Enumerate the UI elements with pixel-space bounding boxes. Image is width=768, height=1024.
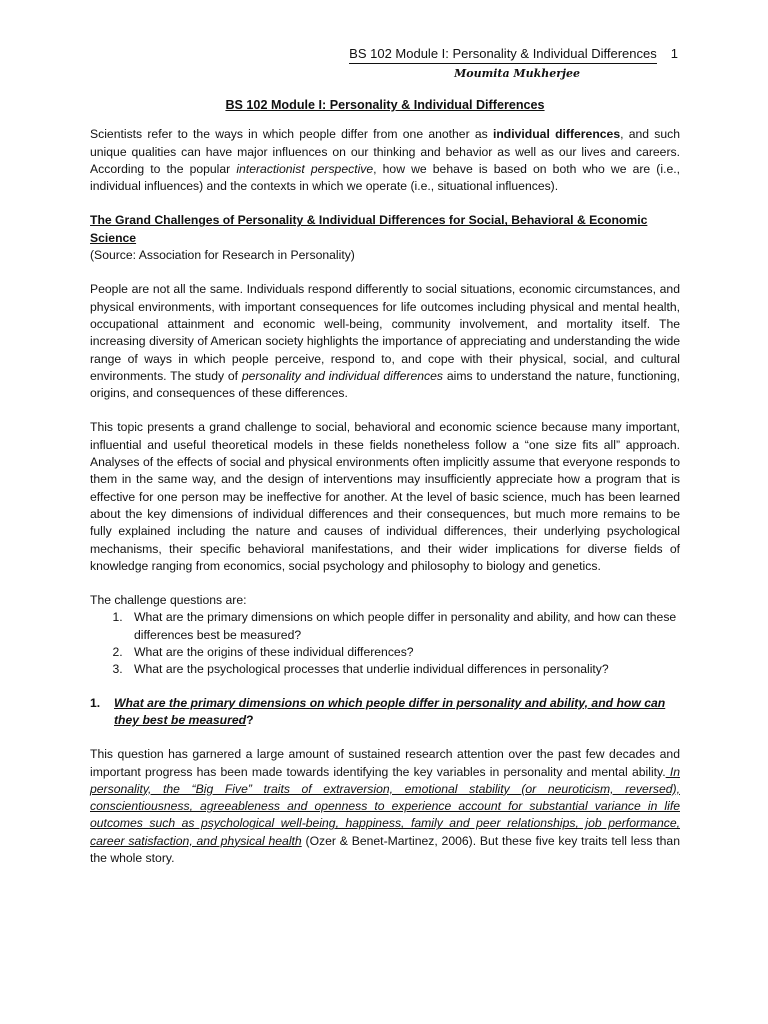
subsection-qmark: ? [246, 712, 254, 727]
intro-text: , and such unique qualities can have major influences on our thinking and behavior as well as our lives and careers. According to the popular [90, 127, 680, 176]
document-title: BS 102 Module I: Personality & Individual Differences [225, 98, 545, 112]
intro-text: , how we behave is based on both who we are (i.e., individual influences) and the contexts in which we operate (i.e., situational influences). [90, 161, 680, 194]
challenge-questions-list [90, 609, 680, 678]
list-item: 2. What are the origins of these individual differences? [126, 644, 680, 661]
subsection-number: 1. [90, 695, 101, 710]
running-title: BS 102 Module I: Personality & Individual Differences [349, 46, 657, 64]
intro-paragraph [90, 126, 680, 195]
list-item: 1. What are the primary dimensions on which people differ in personality and ability, and how can these differences best be measured? [126, 609, 680, 644]
paragraph-text: This question has garnered a large amount of sustained research attention over the past few decades and important progress has been made towards identifying the key variables in personality and mental ability. [90, 747, 680, 779]
subsection-text: What are the primary dimensions on which people differ in personality and ability, and how can they best be measured [114, 695, 666, 727]
paragraph-underlined: In personality, the “Big Five” traits of extraversion, emotional stability (or neuroticism, reversed), conscientiousness, agreeableness and openness to experience account for substantial variance in life outcomes such as psychological well-being, happiness, family and peer relationships, job performance, career satisfaction, and physical health [90, 764, 680, 848]
intro-text: Scientists refer to the ways in which people differ from one another as [90, 127, 493, 142]
paragraph-text: aims to understand the nature, functioning, origins, and consequences of these differences. [90, 368, 680, 401]
paragraph-italic: personality and individual differences [241, 368, 444, 383]
list-item: 3. What are the psychological processes that underlie individual differences in personality? [126, 661, 680, 678]
intro-perspective: interactionist perspective [236, 161, 374, 176]
paragraph-big-five [90, 746, 680, 867]
challenge-intro: The challenge questions are: [90, 593, 247, 608]
page-header [349, 46, 678, 82]
page-number: 1 [670, 46, 678, 61]
source-note: (Source: Association for Research in Personality) [90, 248, 355, 263]
paragraph-text: (Ozer & Benet-Martinez, 2006). But these five key traits tell less than the whole story. [90, 833, 680, 865]
author-signature: Moumita Mukherjee [454, 67, 580, 80]
subsection-heading [90, 695, 680, 730]
paragraph-diversity [90, 281, 680, 402]
paragraph-text: People are not all the same. Individuals respond differently to social situations, economic circumstances, and physical environments, with important consequences for life outcomes including physical and mental health, occupational attainment and economic well-being, community involvement, and mortality itself. The increasing diversity of American society highlights the importance of appreciating and understanding the wide range of ways in which people perceive, respond to, and cope with their physical, social, and cultural environments. The study of [90, 282, 680, 383]
intro-term: individual differences [492, 127, 621, 142]
paragraph-grand-challenge: This topic presents a grand challenge to social, behavioral and economic science because many important, influential and useful theoretical models in these fields nonetheless follow a “one size fits all” approach. Analyses of the effects of social and physical environments often implicitly assume that everyone responds to them in the same way, and the design of interventions may insufficiently appreciate how a program that is effective for one person may be ineffective for another. At the level of basic science, much has been learned about the key dimensions of individual differences and their consequences, but much more remains to be fully explained including the nature and causes of individual differences, their underlying psychological mechanisms, their specific behavioral manifestations, and their wider implications for diverse fields of knowledge ranging from economics, social psychology and philosophy to biology and genetics. [90, 420, 680, 573]
document-body [90, 97, 680, 884]
section-heading: The Grand Challenges of Personality & Individual Differences for Social, Behavioral & Economic Science [90, 213, 648, 245]
